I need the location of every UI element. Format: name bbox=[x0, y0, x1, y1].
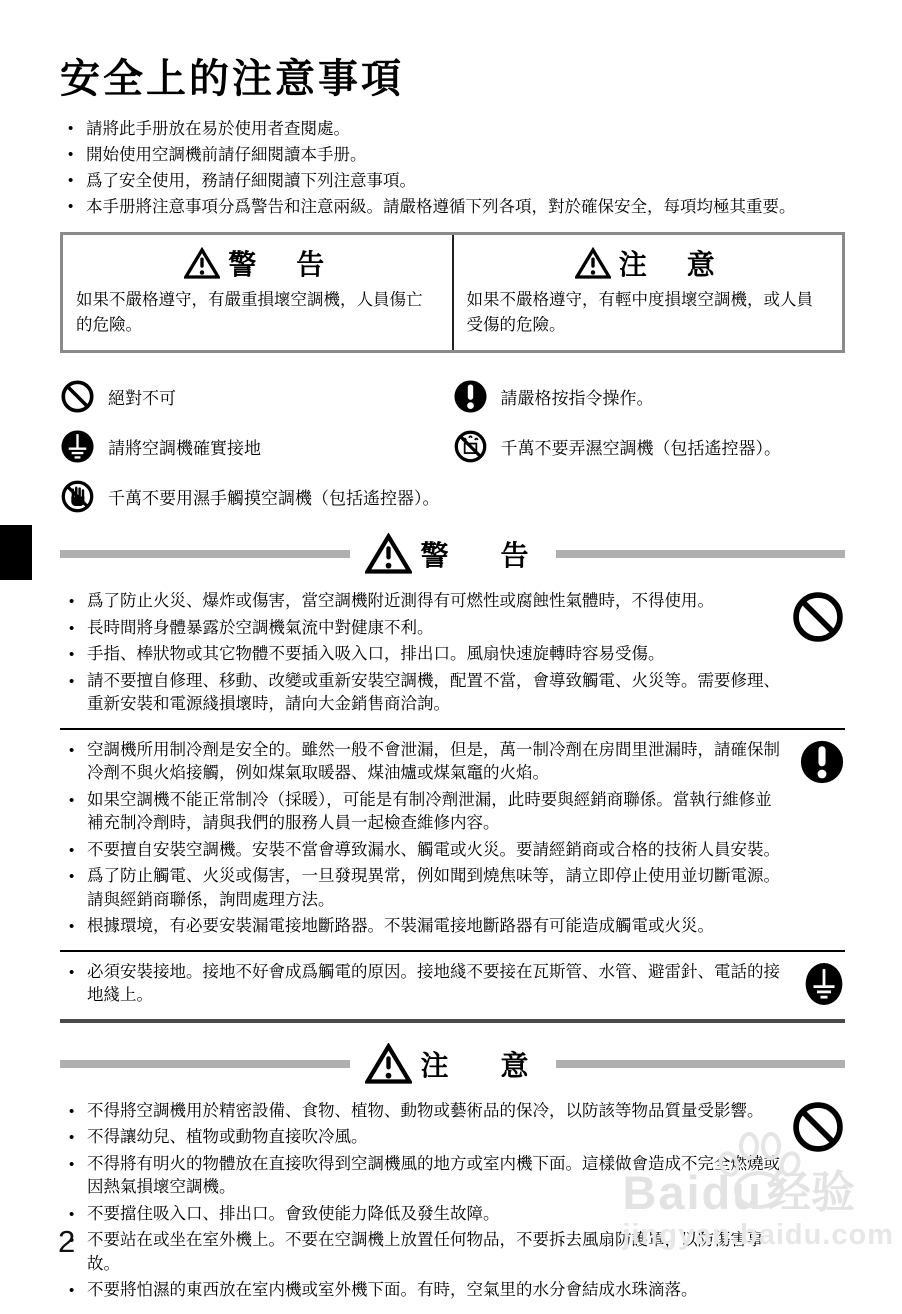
caution-bullet: • 不要將怕濕的東西放在室内機或室外機下面。有時，空氣里的水分會結成水珠滴落。 bbox=[60, 1279, 783, 1303]
warning-group-prohibition bbox=[60, 581, 845, 730]
legend-item-no-water bbox=[453, 421, 846, 471]
mandatory-icon bbox=[783, 736, 845, 942]
warning-bullet: • 爲了防止火災、爆炸或傷害，當空調機附近測得有可燃性或腐蝕性氣體時，不得使用。 bbox=[60, 590, 783, 614]
caution-bullet: • 不得將有明火的物體放在直接吹得到空調機風的地方或室内機下面。這樣做會造成不完全燃燒或因熱氣損壞空調機。 bbox=[60, 1153, 783, 1200]
symbol-legend-right bbox=[453, 371, 846, 521]
warning-bullet: • 空調機所用制冷劑是安全的。雖然一般不會泄漏，但是，萬一制冷劑在房間里泄漏時，請確保制冷劑不與火焰接觸，例如煤氣取暖器、煤油爐或煤氣竈的火焰。 bbox=[60, 739, 783, 786]
page-number: 2 bbox=[58, 1224, 76, 1259]
ground-icon bbox=[783, 958, 845, 1011]
caution-bullet: • 不要擋住吸入口、排出口。會致使能力降低及發生故障。 bbox=[60, 1203, 783, 1227]
header-bar-right bbox=[556, 550, 846, 558]
definition-caution-header bbox=[467, 240, 830, 288]
warning-triangle-icon bbox=[365, 1043, 412, 1085]
warning-bullets bbox=[60, 958, 783, 1011]
definition-caution-title: 注 意 bbox=[618, 249, 721, 280]
warning-bullet: • 手指、棒狀物或其它物體不要插入吸入口，排出口。風扇快速旋轉時容易受傷。 bbox=[60, 643, 783, 667]
warning-group-mandatory bbox=[60, 730, 845, 952]
warning-bullets bbox=[60, 587, 783, 720]
legend-label: 請嚴格按指令操作。 bbox=[500, 388, 654, 408]
legend-label: 千萬不要弄濕空調機（包括遙控器）。 bbox=[500, 438, 781, 458]
caution-bullet: • 不得讓幼兒、植物或動物直接吹冷風。 bbox=[60, 1126, 783, 1150]
warning-bullet: • 必須安裝接地。接地不好會成爲觸電的原因。接地綫不要接在瓦斯管、水管、避雷針、電話的接地綫上。 bbox=[60, 961, 783, 1008]
caution-bullet: • 不得將空調機用於精密設備、食物、植物、動物或藝術品的保冷，以防該等物品質量受影響。 bbox=[60, 1100, 783, 1124]
symbol-legend bbox=[60, 371, 845, 521]
definition-caution-cell bbox=[452, 235, 843, 350]
definition-warning-title: 警 告 bbox=[228, 249, 331, 280]
header-bar-left bbox=[60, 550, 350, 558]
warning-bullet: • 不要擅自安裝空調機。安裝不當會導致漏水、觸電或火災。要請經銷商或合格的技術人員安裝。 bbox=[60, 839, 783, 863]
intro-bullet-list bbox=[60, 116, 845, 220]
warning-bullet: • 長時間將身體暴露於空調機氣流中對健康不利。 bbox=[60, 617, 783, 641]
symbol-legend-left bbox=[60, 371, 453, 521]
legend-item-prohibition bbox=[60, 371, 453, 421]
caution-section-title: 注 意 bbox=[420, 1049, 541, 1081]
warning-triangle-icon bbox=[365, 533, 412, 575]
intro-bullet: • 爲了安全使用，務請仔細閱讀下列注意事項。 bbox=[60, 168, 845, 194]
definition-warning-body: 如果不嚴格遵守，有嚴重損壞空調機，人員傷亡的危險。 bbox=[76, 291, 423, 334]
intro-bullet: • 請將此手册放在易於使用者查閱處。 bbox=[60, 116, 845, 142]
warning-triangle-icon bbox=[184, 247, 220, 280]
baidu-jingyan-watermark bbox=[622, 1130, 894, 1252]
page-title: 安全上的注意事項 bbox=[60, 57, 404, 101]
header-bar-left bbox=[60, 1060, 350, 1068]
definition-warning-header bbox=[76, 240, 439, 288]
intro-bullet: • 本手册將注意事項分爲警告和注意兩級。請嚴格遵循下列各項，對於確保安全，每項均極其重要。 bbox=[60, 194, 845, 220]
no-wet-hands-icon bbox=[60, 479, 95, 514]
watermark-logo-row bbox=[622, 1130, 894, 1219]
legend-label: 千萬不要用濕手觸摸空調機（包括遙控器）。 bbox=[108, 488, 440, 508]
no-water-icon bbox=[453, 429, 488, 464]
warning-bullet: • 請不要擅自修理、移動、改變或重新安裝空調機，配置不當，會導致觸電、火災等。需要修理、重新安裝和電源綫損壞時，請向大金銷售商洽詢。 bbox=[60, 670, 783, 717]
legend-item-no-wet-hands bbox=[60, 471, 453, 521]
definition-caution-body: 如果不嚴格遵守，有輕中度損壞空調機，或人員受傷的危險。 bbox=[466, 291, 813, 334]
caution-bullet: • 不要站在或坐在室外機上。不要在空調機上放置任何物品，不要拆去風扇防護罩，以防傷害事故。 bbox=[60, 1229, 783, 1276]
warning-bullets bbox=[60, 736, 783, 942]
definition-warning-cell bbox=[63, 235, 452, 350]
ground-icon bbox=[60, 429, 95, 464]
legend-label: 請將空調機確實接地 bbox=[108, 438, 261, 458]
watermark-url: jingyan.baidu.com bbox=[622, 1219, 894, 1251]
warning-section-title: 警 告 bbox=[420, 540, 541, 571]
definition-box bbox=[60, 232, 845, 353]
warning-bullet: • 根據環境，有必要安裝漏電接地斷路器。不裝漏電接地斷路器有可能造成觸電或火災。 bbox=[60, 915, 783, 939]
caution-section-header bbox=[60, 1043, 845, 1085]
warning-bullet: • 如果空調機不能正常制冷（採暖），可能是有制冷劑泄漏，此時要與經銷商聯係。當執行維修並補充制冷劑時，請與我們的服務人員一起檢查維修内容。 bbox=[60, 789, 783, 836]
warning-triangle-icon bbox=[575, 247, 611, 280]
watermark-brand-text: Baidu bbox=[622, 1166, 763, 1219]
legend-label: 絕對不可 bbox=[108, 388, 176, 408]
warning-bullet: • 爲了防止觸電、火災或傷害，一旦發現異常，例如聞到燒焦味等，請立即停止使用並切斷電源。請與經銷商聯係，詢問處理方法。 bbox=[60, 865, 783, 912]
prohibition-icon bbox=[783, 587, 845, 720]
intro-bullet: • 開始使用空調機前請仔細閱讀本手册。 bbox=[60, 142, 845, 168]
prohibition-icon bbox=[60, 379, 95, 414]
mandatory-icon bbox=[453, 379, 488, 414]
header-bar-right bbox=[556, 1060, 846, 1068]
watermark-brand-suffix: 经验 bbox=[766, 1168, 855, 1217]
page-edge-index-tab bbox=[0, 525, 32, 580]
warning-section-header bbox=[60, 533, 845, 575]
legend-item-mandatory bbox=[453, 371, 846, 421]
legend-item-ground bbox=[60, 421, 453, 471]
warning-group-ground bbox=[60, 952, 845, 1023]
